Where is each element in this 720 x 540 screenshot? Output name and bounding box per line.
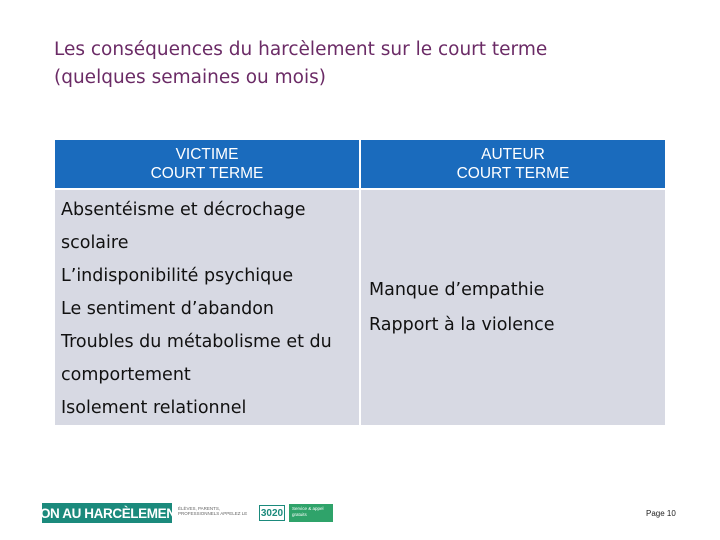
victime-item: Isolement relationnel	[61, 398, 247, 418]
header-auteur	[360, 140, 665, 189]
consequences-table	[55, 140, 665, 425]
free-service-badge: Service & appel gratuits	[289, 504, 333, 522]
auteur-item: Rapport à la violence	[369, 314, 555, 335]
victime-item: L’indisponibilité psychique	[61, 266, 294, 286]
header-auteur-line-2: COURT TERME	[456, 165, 570, 182]
victime-cell	[55, 189, 360, 425]
non-au-harcelement-logo	[30, 503, 184, 523]
table-header-row	[55, 140, 665, 189]
victime-item: Absentéisme et décrochage scolaire	[61, 200, 306, 253]
slide-title-line-1: Les conséquences du harcèlement sur le court terme	[54, 39, 548, 60]
header-victime	[55, 140, 360, 189]
header-auteur-line-1: AUTEUR	[481, 146, 545, 163]
slide-title-line-2: (quelques semaines ou mois)	[54, 67, 326, 88]
logo-text: NON AU HARCÈLEMENT	[30, 505, 184, 521]
phone-number-badge: 3020	[259, 505, 285, 521]
victime-item: Le sentiment d’abandon	[61, 299, 275, 319]
auteur-cell	[360, 189, 665, 425]
victime-item: Troubles du métabolisme et du comportement	[61, 332, 332, 385]
header-victime-line-2: COURT TERME	[150, 165, 264, 182]
auteur-item: Manque d’empathie	[369, 279, 545, 300]
footer-tagline: ÉLÈVES, PARENTS, PROFESSIONNELS APPELEZ LE	[178, 506, 248, 516]
table-body-row	[55, 189, 665, 425]
slide-title	[54, 36, 674, 92]
header-victime-line-1: VICTIME	[175, 146, 239, 163]
page-number: Page 10	[646, 509, 676, 518]
